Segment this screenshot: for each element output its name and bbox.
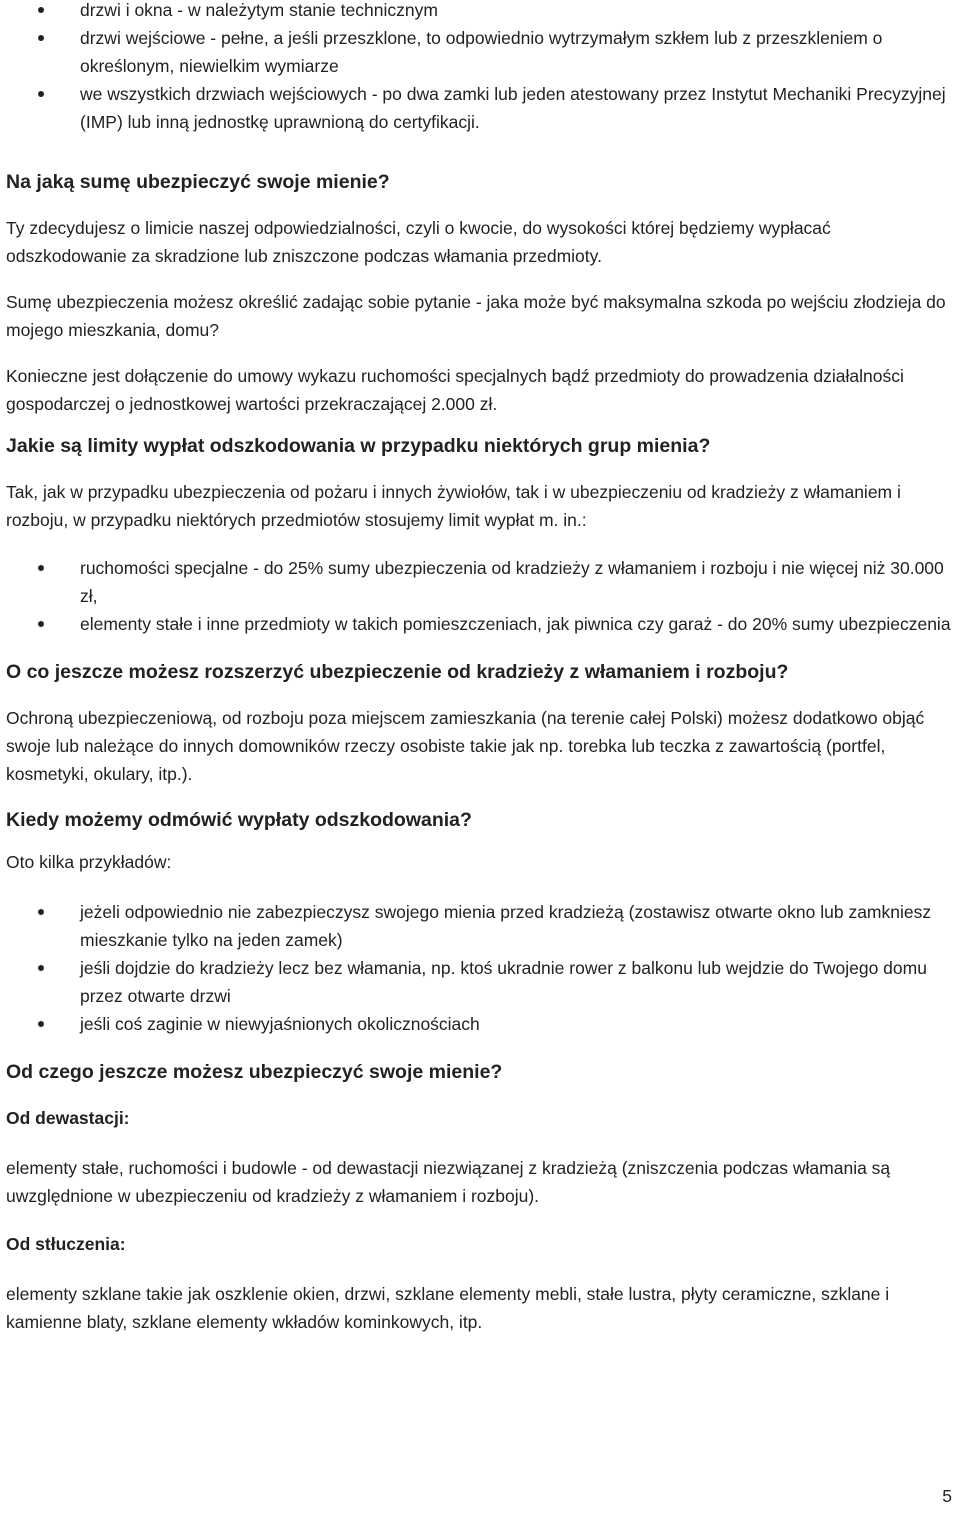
bullet-icon — [38, 91, 44, 97]
paragraph: Oto kilka przykładów: — [6, 852, 172, 872]
section-heading: O co jeszcze możesz rozszerzyć ubezpieczenie od kradzieży z włamaniem i rozboju? — [6, 661, 789, 683]
section-heading: Na jaką sumę ubezpieczyć swoje mienie? — [6, 171, 390, 193]
paragraph: elementy szklane takie jak oszklenie okien, drzwi, szklane elementy mebli, stałe lustra, płyty ceramiczne, szklane i kamienne blaty, szklane elementy wkładów kominkowych, itp. — [6, 1284, 890, 1332]
list-item: jeśli coś zaginie w niewyjaśnionych okolicznościach — [6, 1010, 954, 1038]
page-number: 5 — [942, 1486, 952, 1506]
bullet-icon — [38, 621, 44, 627]
bullet-icon — [38, 35, 44, 41]
subsection-heading: Od stłuczenia: — [6, 1234, 126, 1254]
bullet-icon — [38, 565, 44, 571]
refusal-list — [6, 898, 954, 1038]
list-item: jeżeli odpowiednio nie zabezpieczysz swojego mienia przed kradzieżą (zostawisz otwarte okno lub zamkniesz mieszkanie tylko na jeden zamek) — [6, 898, 954, 954]
section-heading: Jakie są limity wypłat odszkodowania w przypadku niektórych grup mienia? — [6, 435, 711, 457]
paragraph: elementy stałe, ruchomości i budowle - od dewastacji niezwiązanej z kradzieżą (zniszczenia podczas włamania są uwzględnione w ubezpieczeniu od kradzieży z włamaniem i rozboju). — [6, 1158, 891, 1206]
list-item: we wszystkich drzwiach wejściowych - po dwa zamki lub jeden atestowany przez Instytut Mechaniki Precyzyjnej (IMP) lub inną jednostkę uprawnioną do certyfikacji. — [6, 80, 954, 136]
document-page — [6, 0, 954, 1336]
bullet-icon — [38, 909, 44, 915]
paragraph: Tak, jak w przypadku ubezpieczenia od pożaru i innych żywiołów, tak i w ubezpieczeniu od kradzieży z włamaniem i rozboju, w przypadku niektórych przedmiotów stosujemy limit wypłat m. in.: — [6, 482, 901, 530]
paragraph: Ochroną ubezpieczeniową, od rozboju poza miejscem zamieszkania (na terenie całej Polski) możesz dodatkowo objąć swoje lub należące do innych domowników rzeczy osobiste takie jak np. torebka lub teczka z zawartością (portfel, kosmetyki, okulary, itp.). — [6, 708, 925, 784]
bullet-icon — [38, 1021, 44, 1027]
section-heading: Kiedy możemy odmówić wypłaty odszkodowania? — [6, 809, 472, 831]
list-item: ruchomości specjalne - do 25% sumy ubezpieczenia od kradzieży z włamaniem i rozboju i nie więcej niż 30.000 zł, — [6, 554, 954, 610]
bullet-icon — [38, 7, 44, 13]
security-requirements-list — [6, 0, 954, 136]
list-item: elementy stałe i inne przedmioty w takich pomieszczeniach, jak piwnica czy garaż - do 20% sumy ubezpieczenia — [6, 610, 954, 638]
list-item: drzwi wejściowe - pełne, a jeśli przeszklone, to odpowiednio wytrzymałym szkłem lub z przeszkleniem o określonym, niewielkim wymiarze — [6, 24, 954, 80]
list-item: drzwi i okna - w należytym stanie technicznym — [6, 0, 954, 24]
bullet-icon — [38, 965, 44, 971]
subsection-heading: Od dewastacji: — [6, 1108, 130, 1128]
section-heading: Od czego jeszcze możesz ubezpieczyć swoje mienie? — [6, 1061, 503, 1083]
limits-list — [6, 554, 954, 638]
paragraph: Konieczne jest dołączenie do umowy wykazu ruchomości specjalnych bądź przedmioty do prowadzenia działalności gospodarczej o jednostkowej wartości przekraczającej 2.000 zł. — [6, 366, 904, 414]
list-item: jeśli dojdzie do kradzieży lecz bez włamania, np. ktoś ukradnie rower z balkonu lub wejdzie do Twojego domu przez otwarte drzwi — [6, 954, 954, 1010]
paragraph: Sumę ubezpieczenia możesz określić zadając sobie pytanie - jaka może być maksymalna szkoda po wejściu złodzieja do mojego mieszkania, domu? — [6, 292, 946, 340]
paragraph: Ty zdecydujesz o limicie naszej odpowiedzialności, czyli o kwocie, do wysokości której będziemy wypłacać odszkodowanie za skradzione lub zniszczone podczas włamania przedmioty. — [6, 218, 831, 266]
